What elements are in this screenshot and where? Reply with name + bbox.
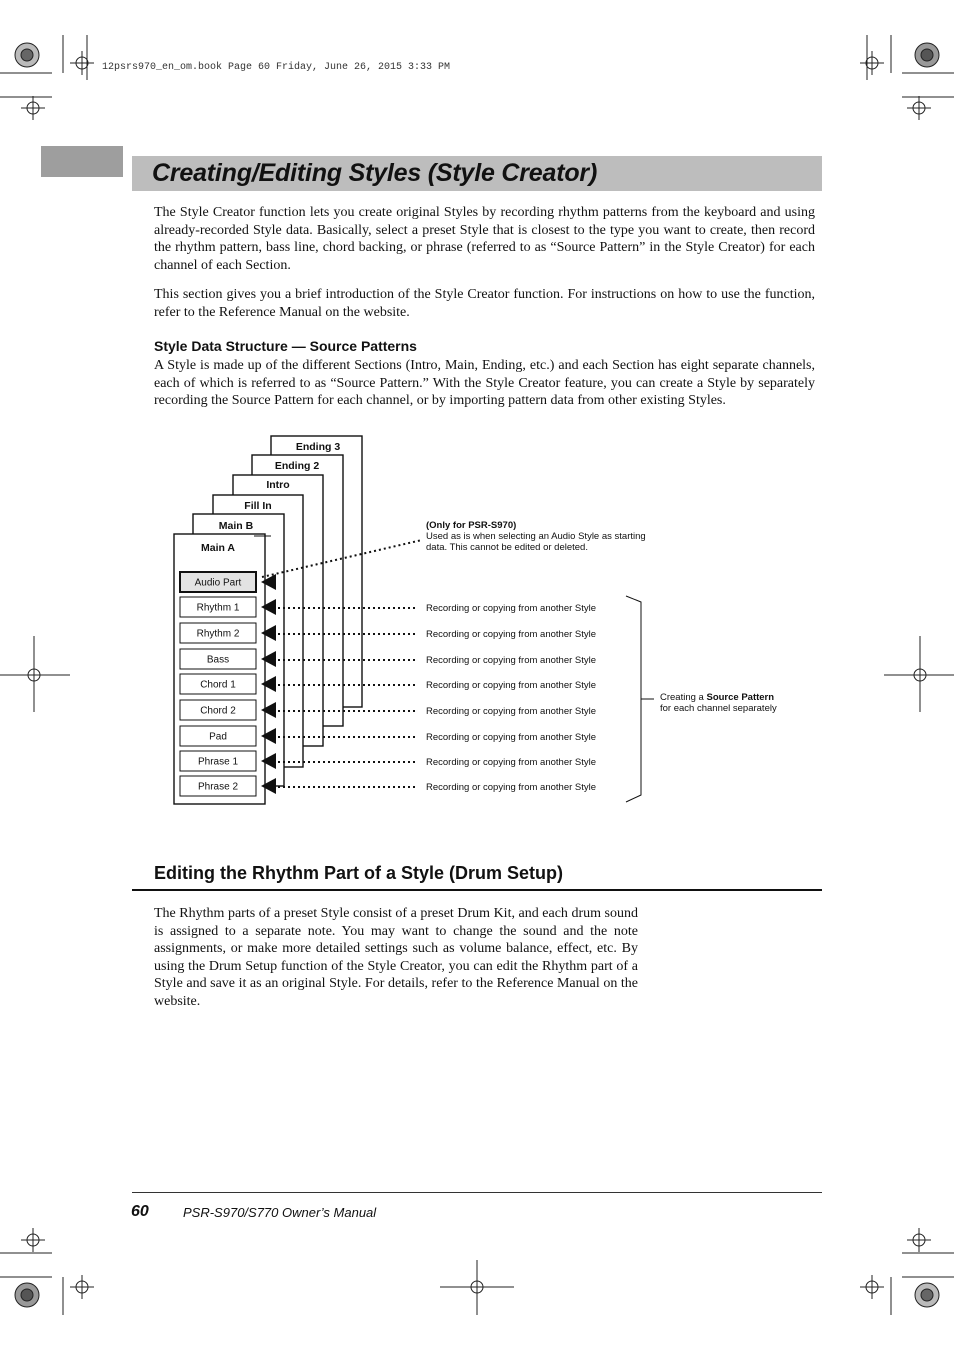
recording-label: Recording or copying from another Style xyxy=(426,629,597,640)
recording-label: Recording or copying from another Style xyxy=(426,782,597,793)
recording-label: Recording or copying from another Style xyxy=(426,732,597,743)
section-label-fill-in: Fill In xyxy=(244,500,272,512)
intro-paragraph-1: The Style Creator function lets you create original Styles by recording rhythm patterns from the keyboard and using already-recorded Style data. Basically, select a preset Style that is closest to the type you want to create, then record the rhythm pattern, bass line, chord backing, or phrase (referred to as “Source Pattern” in the Style Creator) for each channel of each Section. xyxy=(154,205,815,273)
channel-bracket xyxy=(626,596,641,802)
intro-paragraph-2: This section gives you a brief introduction of the Style Creator function. For instructions on how to use the function, refer to the Reference Manual on the website. xyxy=(154,287,815,320)
channel-label-rhythm-2: Rhythm 2 xyxy=(196,628,240,640)
drum-setup-heading: Editing the Rhythm Part of a Style (Drum Setup) xyxy=(154,863,564,883)
channel-label-audio-part: Audio Part xyxy=(194,577,242,589)
channel-label-bass: Bass xyxy=(206,654,230,666)
drum-setup-paragraph: The Rhythm parts of a preset Style consist of a preset Drum Kit, and each drum sound is assigned to a separate note. You may want to change the sound and the note assignments, or make more detailed settings such as volume balance, effect, etc. By using the Drum Setup function of the Style Creator, you can edit the Rhythm part of a Style and save it as an original Style. For details, refer to the Reference Manual on the website. xyxy=(154,906,638,1009)
structure-paragraph: A Style is made up of the different Sections (Intro, Main, Ending, etc.) and each Section has eight separate channels, each of which is referred to as “Source Pattern.” With the Style Creator feature, you can create a Style by separately recording the Source Pattern for each channel, or by importing pattern data from other existing Styles. xyxy=(154,358,815,409)
audio-note-line1: Used as is when selecting an Audio Style as starting xyxy=(426,531,646,542)
audio-note-line2: data. This cannot be edited or deleted. xyxy=(426,542,588,553)
manual-name: PSR-S970/S770 Owner’s Manual xyxy=(183,1205,377,1220)
bracket-label-prefix: Creating a xyxy=(660,692,707,703)
page-title: Creating/Editing Styles (Style Creator) xyxy=(152,159,598,187)
svg-text:Creating a Source Pattern xyxy=(660,692,774,703)
section-label-intro: Intro xyxy=(266,479,290,491)
print-metadata: 12psrs970_en_om.book Page 60 Friday, June 26, 2015 3:33 PM xyxy=(102,62,451,73)
channel-label-phrase-1: Phrase 1 xyxy=(197,756,239,768)
audio-note-title: (Only for PSR-S970) xyxy=(426,520,517,531)
bracket-label-bold: Source Pattern xyxy=(706,692,775,703)
page-number: 60 xyxy=(131,1203,149,1220)
section-label-ending-3: Ending 3 xyxy=(295,441,341,453)
recording-label: Recording or copying from another Style xyxy=(426,680,597,691)
section-label-ending-2: Ending 2 xyxy=(274,460,320,472)
channel-label-chord-2: Chord 2 xyxy=(200,705,236,717)
channel-label-phrase-2: Phrase 2 xyxy=(197,781,239,793)
footer-divider xyxy=(132,1192,822,1193)
recording-label: Recording or copying from another Style xyxy=(426,603,597,614)
recording-label: Recording or copying from another Style xyxy=(426,706,597,717)
channel-label-pad: Pad xyxy=(209,731,227,743)
recording-label: Recording or copying from another Style xyxy=(426,757,597,768)
bracket-label-line2: for each channel separately xyxy=(660,703,777,714)
channel-label-rhythm-1: Rhythm 1 xyxy=(196,602,240,614)
section-divider xyxy=(132,889,822,891)
section-label-main-b: Main B xyxy=(218,520,254,532)
structure-heading: Style Data Structure — Source Patterns xyxy=(154,338,417,354)
channel-label-chord-1: Chord 1 xyxy=(200,679,236,691)
recording-label: Recording or copying from another Style xyxy=(426,655,597,666)
section-label-main-a: Main A xyxy=(200,542,236,554)
